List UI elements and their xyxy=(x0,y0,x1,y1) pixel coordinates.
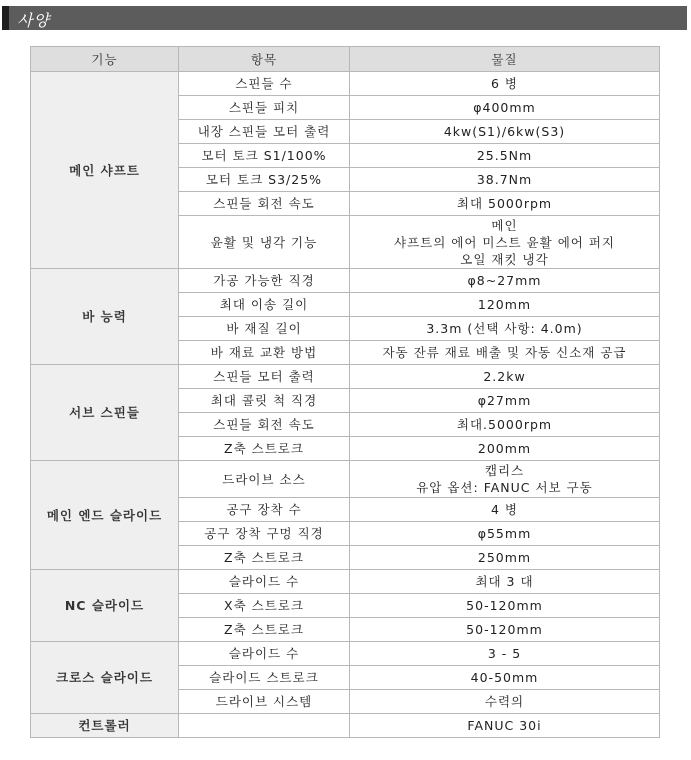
value-cell: 자동 잔류 재료 배출 및 자동 신소재 공급 xyxy=(350,341,660,365)
value-cell: 메인 샤프트의 에어 미스트 윤활 에어 퍼지 오일 재킷 냉각 xyxy=(350,216,660,269)
value-cell: 최대 3 대 xyxy=(350,570,660,594)
value-cell: 25.5Nm xyxy=(350,144,660,168)
section-title-bar xyxy=(2,6,687,30)
value-cell: 최대.5000rpm xyxy=(350,413,660,437)
value-cell: 38.7Nm xyxy=(350,168,660,192)
spec-table xyxy=(30,46,660,738)
value-cell: φ55mm xyxy=(350,522,660,546)
value-cell: φ8~27mm xyxy=(350,269,660,293)
item-cell: 슬라이드 스트로크 xyxy=(179,666,350,690)
item-cell: 드라이브 소스 xyxy=(179,461,350,498)
item-cell: 공구 장착 구멍 직경 xyxy=(179,522,350,546)
table-row xyxy=(31,570,660,594)
value-cell: 수력의 xyxy=(350,690,660,714)
value-cell: 50-120mm xyxy=(350,618,660,642)
category-cell: NC 슬라이드 xyxy=(31,570,179,642)
table-row xyxy=(31,72,660,96)
category-cell: 바 능력 xyxy=(31,269,179,365)
item-cell: 내장 스핀들 모터 출력 xyxy=(179,120,350,144)
value-cell: 3.3m (선택 사항: 4.0m) xyxy=(350,317,660,341)
table-row xyxy=(31,714,660,738)
header-spec: 물질 xyxy=(350,47,660,72)
value-cell: 4kw(S1)/6kw(S3) xyxy=(350,120,660,144)
value-cell: 캡리스 유압 옵션: FANUC 서보 구동 xyxy=(350,461,660,498)
item-cell: Z축 스트로크 xyxy=(179,546,350,570)
value-cell: 40-50mm xyxy=(350,666,660,690)
value-cell: 50-120mm xyxy=(350,594,660,618)
item-cell: 스핀들 수 xyxy=(179,72,350,96)
item-cell: 가공 가능한 직경 xyxy=(179,269,350,293)
item-cell: 드라이브 시스템 xyxy=(179,690,350,714)
value-cell: 6 병 xyxy=(350,72,660,96)
item-cell: 스핀들 회전 속도 xyxy=(179,192,350,216)
value-cell: φ27mm xyxy=(350,389,660,413)
item-cell: 공구 장착 수 xyxy=(179,498,350,522)
category-cell: 메인 샤프트 xyxy=(31,72,179,269)
value-cell: φ400mm xyxy=(350,96,660,120)
table-row xyxy=(31,365,660,389)
item-cell: 모터 토크 S1/100% xyxy=(179,144,350,168)
item-cell: 스핀들 회전 속도 xyxy=(179,413,350,437)
category-cell: 크로스 슬라이드 xyxy=(31,642,179,714)
item-cell: 슬라이드 수 xyxy=(179,642,350,666)
table-row xyxy=(31,461,660,498)
header-row xyxy=(31,47,660,72)
item-cell: 윤활 및 냉각 기능 xyxy=(179,216,350,269)
item-cell: X축 스트로크 xyxy=(179,594,350,618)
value-cell: 최대 5000rpm xyxy=(350,192,660,216)
item-cell: 최대 이송 길이 xyxy=(179,293,350,317)
table-row xyxy=(31,642,660,666)
value-cell: 250mm xyxy=(350,546,660,570)
value-cell: 120mm xyxy=(350,293,660,317)
item-cell: 스핀들 모터 출력 xyxy=(179,365,350,389)
value-cell: 2.2kw xyxy=(350,365,660,389)
item-cell: 슬라이드 수 xyxy=(179,570,350,594)
value-cell: 3 - 5 xyxy=(350,642,660,666)
category-cell: 컨트롤러 xyxy=(31,714,179,738)
value-cell: FANUC 30i xyxy=(350,714,660,738)
item-cell xyxy=(179,714,350,738)
item-cell: 모터 토크 S3/25% xyxy=(179,168,350,192)
category-cell: 서브 스핀들 xyxy=(31,365,179,461)
header-feature: 기능 xyxy=(31,47,179,72)
item-cell: 최대 콜릿 척 직경 xyxy=(179,389,350,413)
item-cell: 바 재료 교환 방법 xyxy=(179,341,350,365)
item-cell: Z축 스트로크 xyxy=(179,437,350,461)
section-title: 사양 xyxy=(17,11,50,30)
category-cell: 메인 엔드 슬라이드 xyxy=(31,461,179,570)
value-cell: 4 병 xyxy=(350,498,660,522)
item-cell: 바 재질 길이 xyxy=(179,317,350,341)
value-cell: 200mm xyxy=(350,437,660,461)
table-row xyxy=(31,269,660,293)
item-cell: Z축 스트로크 xyxy=(179,618,350,642)
header-item: 항목 xyxy=(179,47,350,72)
item-cell: 스핀들 피치 xyxy=(179,96,350,120)
